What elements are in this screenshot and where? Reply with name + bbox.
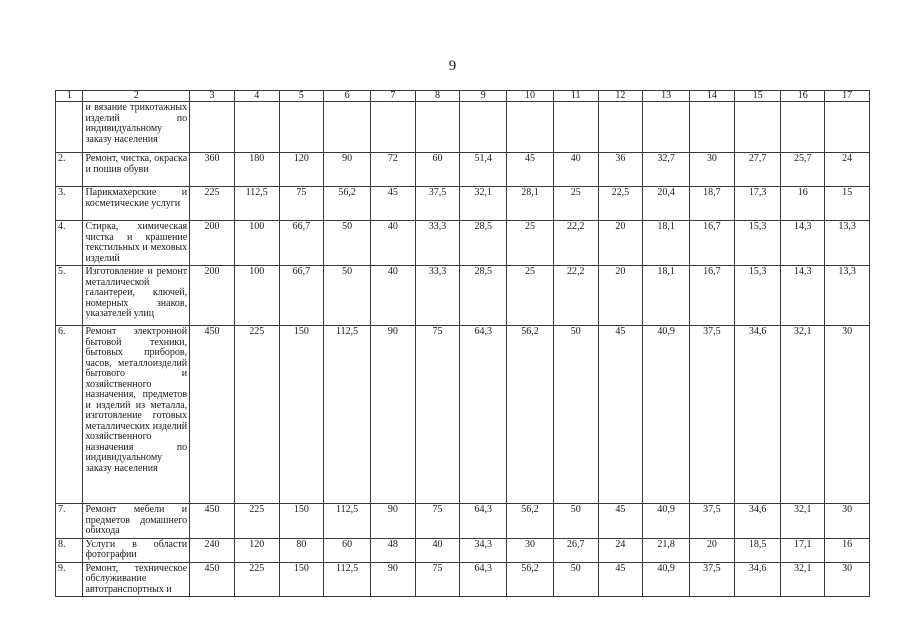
value-cell: 75 xyxy=(415,504,460,539)
value-cell: 20,4 xyxy=(643,187,690,221)
value-cell: 50 xyxy=(324,266,371,326)
value-cell: 120 xyxy=(234,538,279,562)
value-cell: 200 xyxy=(190,221,235,266)
column-header: 1 xyxy=(56,91,83,102)
value-cell: 150 xyxy=(279,326,324,504)
value-cell xyxy=(190,102,235,153)
service-name: Стирка, химическая чистка и крашение текстильных и меховых изделий xyxy=(83,221,190,266)
value-cell: 51,4 xyxy=(460,153,507,187)
value-cell: 32,1 xyxy=(781,562,825,597)
value-cell: 56,2 xyxy=(507,504,554,539)
value-cell: 25 xyxy=(507,221,554,266)
value-cell: 45 xyxy=(507,153,554,187)
value-cell: 75 xyxy=(415,326,460,504)
value-cell: 225 xyxy=(234,562,279,597)
value-cell: 18,1 xyxy=(643,221,690,266)
value-cell: 32,1 xyxy=(460,187,507,221)
column-header: 14 xyxy=(690,91,735,102)
row-number: 9. xyxy=(56,562,83,597)
value-cell: 37,5 xyxy=(415,187,460,221)
value-cell: 25 xyxy=(553,187,598,221)
value-cell: 90 xyxy=(370,504,415,539)
column-header: 11 xyxy=(553,91,598,102)
value-cell: 90 xyxy=(370,326,415,504)
column-header: 13 xyxy=(643,91,690,102)
value-cell xyxy=(234,102,279,153)
value-cell: 21,8 xyxy=(643,538,690,562)
value-cell xyxy=(734,102,781,153)
value-cell: 90 xyxy=(324,153,371,187)
value-cell xyxy=(781,102,825,153)
table-row xyxy=(56,562,870,597)
value-cell xyxy=(279,102,324,153)
table-row xyxy=(56,504,870,539)
value-cell: 15,3 xyxy=(734,221,781,266)
value-cell: 45 xyxy=(598,504,643,539)
column-header: 9 xyxy=(460,91,507,102)
value-cell: 60 xyxy=(415,153,460,187)
value-cell: 180 xyxy=(234,153,279,187)
value-cell: 37,5 xyxy=(690,504,735,539)
value-cell: 16 xyxy=(825,538,870,562)
value-cell xyxy=(370,102,415,153)
value-cell: 34,6 xyxy=(734,326,781,504)
value-cell: 56,2 xyxy=(507,326,554,504)
value-cell: 20 xyxy=(690,538,735,562)
row-number: 6. xyxy=(56,326,83,504)
value-cell: 30 xyxy=(825,504,870,539)
value-cell: 22,2 xyxy=(553,266,598,326)
value-cell: 15,3 xyxy=(734,266,781,326)
value-cell: 64,3 xyxy=(460,562,507,597)
value-cell: 112,5 xyxy=(324,562,371,597)
column-header: 8 xyxy=(415,91,460,102)
value-cell: 72 xyxy=(370,153,415,187)
value-cell: 66,7 xyxy=(279,221,324,266)
value-cell: 112,5 xyxy=(234,187,279,221)
value-cell: 28,1 xyxy=(507,187,554,221)
value-cell: 16 xyxy=(781,187,825,221)
table-row xyxy=(56,266,870,326)
value-cell: 50 xyxy=(553,562,598,597)
value-cell xyxy=(643,102,690,153)
column-header: 5 xyxy=(279,91,324,102)
value-cell xyxy=(324,102,371,153)
row-number: 8. xyxy=(56,538,83,562)
tariff-table xyxy=(55,90,870,597)
service-name: Ремонт, техническое обслуживание автотранспортных и xyxy=(83,562,190,597)
value-cell: 28,5 xyxy=(460,221,507,266)
value-cell: 45 xyxy=(370,187,415,221)
value-cell: 56,2 xyxy=(507,562,554,597)
value-cell: 112,5 xyxy=(324,326,371,504)
value-cell: 30 xyxy=(507,538,554,562)
row-number: 3. xyxy=(56,187,83,221)
value-cell: 37,5 xyxy=(690,326,735,504)
table-row xyxy=(56,187,870,221)
value-cell: 34,6 xyxy=(734,504,781,539)
value-cell: 24 xyxy=(825,153,870,187)
value-cell: 40 xyxy=(370,266,415,326)
value-cell xyxy=(460,102,507,153)
row-number: 4. xyxy=(56,221,83,266)
value-cell: 33,3 xyxy=(415,221,460,266)
value-cell xyxy=(415,102,460,153)
row-number: 2. xyxy=(56,153,83,187)
value-cell xyxy=(825,102,870,153)
value-cell: 225 xyxy=(234,504,279,539)
service-name: и вязание трикотажных изделий по индивидуальному заказу населения xyxy=(83,102,190,153)
service-name: Ремонт мебели и предметов домашнего обихода xyxy=(83,504,190,539)
value-cell: 40 xyxy=(553,153,598,187)
column-header: 2 xyxy=(83,91,190,102)
column-header: 4 xyxy=(234,91,279,102)
value-cell: 34,3 xyxy=(460,538,507,562)
value-cell: 40,9 xyxy=(643,504,690,539)
value-cell: 24 xyxy=(598,538,643,562)
column-header: 12 xyxy=(598,91,643,102)
table-row xyxy=(56,102,870,153)
value-cell: 40 xyxy=(370,221,415,266)
value-cell: 14,3 xyxy=(781,221,825,266)
value-cell: 32,7 xyxy=(643,153,690,187)
value-cell: 16,7 xyxy=(690,221,735,266)
value-cell: 75 xyxy=(279,187,324,221)
column-header: 17 xyxy=(825,91,870,102)
value-cell: 32,1 xyxy=(781,504,825,539)
value-cell: 90 xyxy=(370,562,415,597)
value-cell: 22,2 xyxy=(553,221,598,266)
value-cell: 30 xyxy=(825,326,870,504)
value-cell: 18,1 xyxy=(643,266,690,326)
value-cell: 40,9 xyxy=(643,326,690,504)
service-name: Услуги в области фотографии xyxy=(83,538,190,562)
value-cell: 66,7 xyxy=(279,266,324,326)
value-cell: 34,6 xyxy=(734,562,781,597)
value-cell: 64,3 xyxy=(460,326,507,504)
value-cell: 25 xyxy=(507,266,554,326)
value-cell: 25,7 xyxy=(781,153,825,187)
value-cell: 80 xyxy=(279,538,324,562)
value-cell: 100 xyxy=(234,266,279,326)
value-cell: 240 xyxy=(190,538,235,562)
value-cell: 33,3 xyxy=(415,266,460,326)
value-cell: 17,3 xyxy=(734,187,781,221)
value-cell: 450 xyxy=(190,326,235,504)
value-cell: 28,5 xyxy=(460,266,507,326)
value-cell: 450 xyxy=(190,504,235,539)
value-cell: 40,9 xyxy=(643,562,690,597)
table-row xyxy=(56,326,870,504)
value-cell: 48 xyxy=(370,538,415,562)
service-name: Ремонт электронной бытовой техники, бытовых приборов, часов, металлоизделий бытового и хозяйственного назначения, предметов и изделий из металла, изготовление готовых металлических изделий хозяйственного назначения по индивидуальному заказу населения xyxy=(83,326,190,504)
value-cell: 14,3 xyxy=(781,266,825,326)
value-cell: 225 xyxy=(190,187,235,221)
table-row xyxy=(56,538,870,562)
table-header-row xyxy=(56,91,870,102)
value-cell: 50 xyxy=(553,326,598,504)
table-row xyxy=(56,153,870,187)
value-cell: 37,5 xyxy=(690,562,735,597)
column-header: 16 xyxy=(781,91,825,102)
column-header: 10 xyxy=(507,91,554,102)
value-cell: 30 xyxy=(690,153,735,187)
value-cell: 50 xyxy=(324,221,371,266)
row-number: 5. xyxy=(56,266,83,326)
value-cell: 360 xyxy=(190,153,235,187)
value-cell: 18,5 xyxy=(734,538,781,562)
value-cell: 56,2 xyxy=(324,187,371,221)
column-header: 6 xyxy=(324,91,371,102)
value-cell xyxy=(553,102,598,153)
value-cell: 45 xyxy=(598,562,643,597)
value-cell: 36 xyxy=(598,153,643,187)
value-cell: 45 xyxy=(598,326,643,504)
value-cell: 26,7 xyxy=(553,538,598,562)
value-cell: 100 xyxy=(234,221,279,266)
column-header: 3 xyxy=(190,91,235,102)
value-cell: 450 xyxy=(190,562,235,597)
value-cell: 200 xyxy=(190,266,235,326)
value-cell: 22,5 xyxy=(598,187,643,221)
value-cell: 150 xyxy=(279,562,324,597)
value-cell: 18,7 xyxy=(690,187,735,221)
value-cell: 75 xyxy=(415,562,460,597)
value-cell: 120 xyxy=(279,153,324,187)
value-cell: 16,7 xyxy=(690,266,735,326)
service-name: Парикмахерские и косметические услуги xyxy=(83,187,190,221)
value-cell: 32,1 xyxy=(781,326,825,504)
value-cell: 64,3 xyxy=(460,504,507,539)
value-cell: 15 xyxy=(825,187,870,221)
value-cell: 225 xyxy=(234,326,279,504)
value-cell: 13,3 xyxy=(825,266,870,326)
row-number xyxy=(56,102,83,153)
value-cell xyxy=(598,102,643,153)
value-cell: 13,3 xyxy=(825,221,870,266)
service-name: Ремонт, чистка, окраска и пошив обуви xyxy=(83,153,190,187)
service-name: Изготовление и ремонт металлической галантереи, ключей, номерных знаков, указателей улиц xyxy=(83,266,190,326)
value-cell: 112,5 xyxy=(324,504,371,539)
value-cell: 60 xyxy=(324,538,371,562)
value-cell xyxy=(507,102,554,153)
value-cell: 27,7 xyxy=(734,153,781,187)
column-header: 7 xyxy=(370,91,415,102)
value-cell: 20 xyxy=(598,221,643,266)
value-cell: 17,1 xyxy=(781,538,825,562)
row-number: 7. xyxy=(56,504,83,539)
column-header: 15 xyxy=(734,91,781,102)
value-cell xyxy=(690,102,735,153)
value-cell: 50 xyxy=(553,504,598,539)
value-cell: 30 xyxy=(825,562,870,597)
value-cell: 40 xyxy=(415,538,460,562)
table-row xyxy=(56,221,870,266)
page-number: 9 xyxy=(448,58,457,74)
value-cell: 20 xyxy=(598,266,643,326)
value-cell: 150 xyxy=(279,504,324,539)
